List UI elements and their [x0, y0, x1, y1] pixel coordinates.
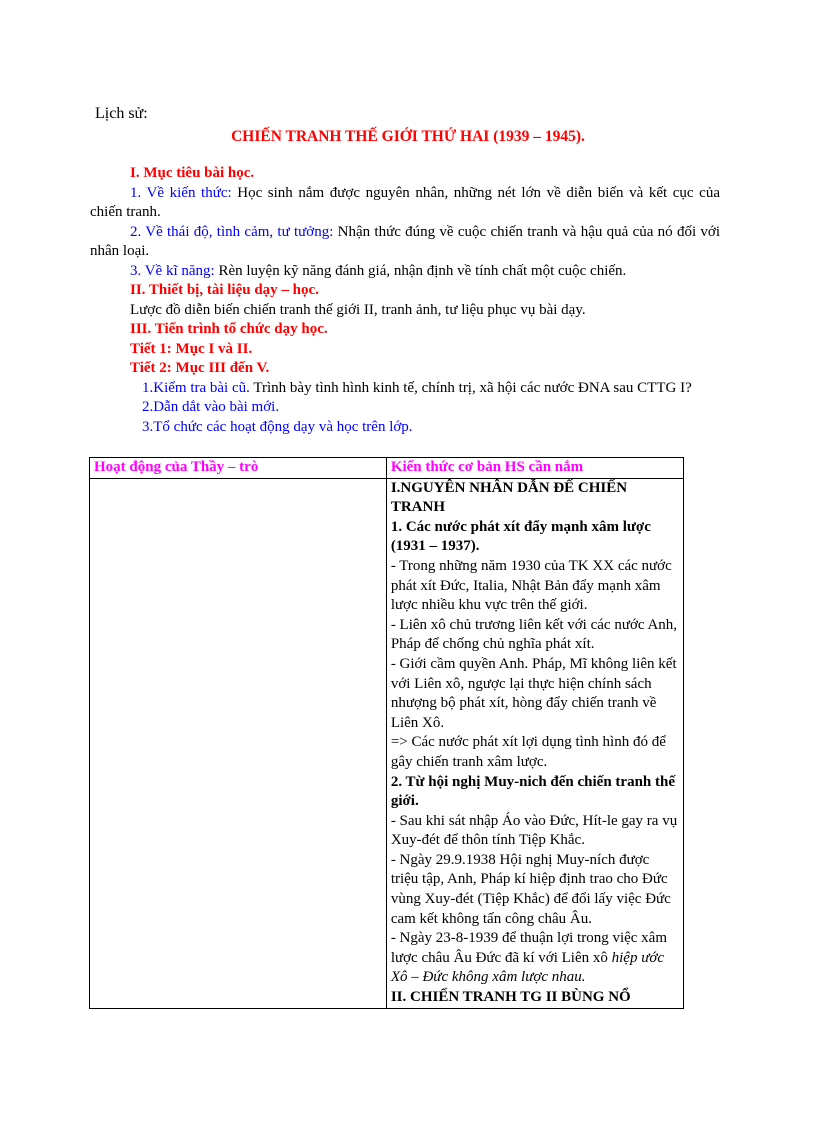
subsection-1-point-3: - Giới cầm quyền Anh. Pháp, Mĩ không liên kết với Liên xô, ngược lại thực hiện chính sách nhượng bộ phát xít, hòng đẩy chiến tranh về Liên Xô. [390, 655, 677, 731]
attitude-text: Nhận thức đúng về cuộc chiến tranh và hậu quả của nó đối với nhân loại. [90, 223, 720, 259]
skills-label: 3. Về kĩ năng: [130, 262, 215, 279]
page-title: CHIẾN TRANH THẾ GIỚI THỨ HAI (1939 – 1945). [231, 128, 585, 145]
section-2-heading: II. CHIẾN TRANH TG II BÙNG NỔ [390, 989, 631, 1006]
objective-knowledge [90, 184, 720, 223]
knowledge-text: Học sinh nắm được nguyên nhân, những nét lớn về diễn biến và kết cục của chiến tranh. [90, 184, 720, 220]
objective-skills [130, 262, 720, 282]
period-1: Tiết 1: Mục I và II. [130, 340, 253, 357]
step-1-label: 1.Kiểm tra bài cũ. [142, 379, 250, 396]
process-heading: III. Tiến trình tổ chức dạy học. [130, 321, 328, 337]
lesson-table [89, 457, 684, 1009]
objective-attitude [90, 223, 720, 262]
skills-text: Rèn luyện kỹ năng đánh giá, nhận định về tính chất một cuộc chiến. [214, 262, 627, 279]
step-1 [142, 379, 720, 399]
attitude-label: 2. Về thái độ, tình cảm, tư tưởng: [130, 223, 334, 240]
subsection-2-point-3 [391, 929, 679, 988]
subject-label: Lịch sử: [95, 105, 148, 122]
subsection-1-point-2: - Liên xô chủ trương liên kết với các nước Anh, Pháp để chống chủ nghĩa phát xít. [390, 616, 678, 653]
subsection-1-heading: 1. Các nước phát xít đẩy mạnh xâm lược (1931 – 1937). [390, 518, 651, 555]
knowledge-cell [386, 478, 683, 1008]
equipment-heading: II. Thiết bị, tài liệu dạy – học. [130, 282, 319, 298]
activities-cell [90, 478, 387, 1008]
objectives-heading: I. Mục tiêu bài học. [130, 165, 255, 181]
subsection-2-point-3-italic: hiệp ước Xô – Đức không xâm lược nhau. [390, 949, 665, 986]
header-teacher-student: Hoạt động của Thầy – trò [90, 458, 387, 479]
subsection-2-heading: 2. Từ hội nghị Muy-nich đến chiến tranh thế giới. [390, 773, 676, 810]
subsection-2-point-1: - Sau khi sát nhập Áo vào Đức, Hít-le gay ra vụ Xuy-đét để thôn tính Tiệp Khắc. [390, 812, 678, 849]
section-1-heading: I.NGUYÊN NHÂN DẪN ĐẾ CHIẾN TRANH [390, 479, 628, 516]
period-2: Tiết 2: Mục III đến V. [130, 360, 270, 376]
subsection-1-point-1: - Trong những năm 1930 của TK XX các nước phát xít Đức, Italia, Nhật Bản đẩy mạnh xâm lược nhiều khu vực trên thế giới. [390, 557, 672, 614]
step-1-text: Trình bày tình hình kinh tế, chính trị, xã hội các nước ĐNA sau CTTG I? [249, 379, 692, 396]
step-3: 3.Tổ chức các hoạt động dạy và học trên lớp. [142, 418, 413, 435]
lesson-intro [90, 164, 720, 437]
subsection-2-point-2: - Ngày 29.9.1938 Hội nghị Muy-ních được triệu tập, Anh, Pháp kí hiệp định trao cho Đức vùng Xuy-đét (Tiệp Khắc) để đổi lấy việc Đức cam kết không tấn công châu Âu. [390, 851, 671, 927]
header-knowledge: Kiến thức cơ bản HS cần nắm [386, 458, 683, 479]
step-2: 2.Dẫn dắt vào bài mới. [142, 399, 280, 415]
table-content-row [90, 478, 684, 1008]
subsection-2-point-3-text: - Ngày 23-8-1939 để thuận lợi trong việc xâm lược châu Âu Đức đã kí với Liên xô [390, 930, 668, 966]
equipment-text: Lược đồ diễn biến chiến tranh thế giới II, tranh ảnh, tư liệu phục vụ bài dạy. [130, 301, 586, 318]
knowledge-label: 1. Về kiến thức: [130, 184, 232, 201]
table-header-row [90, 458, 684, 479]
subsection-1-conclusion: => Các nước phát xít lợi dụng tình hình đó để gây chiến tranh xâm lược. [390, 734, 666, 770]
